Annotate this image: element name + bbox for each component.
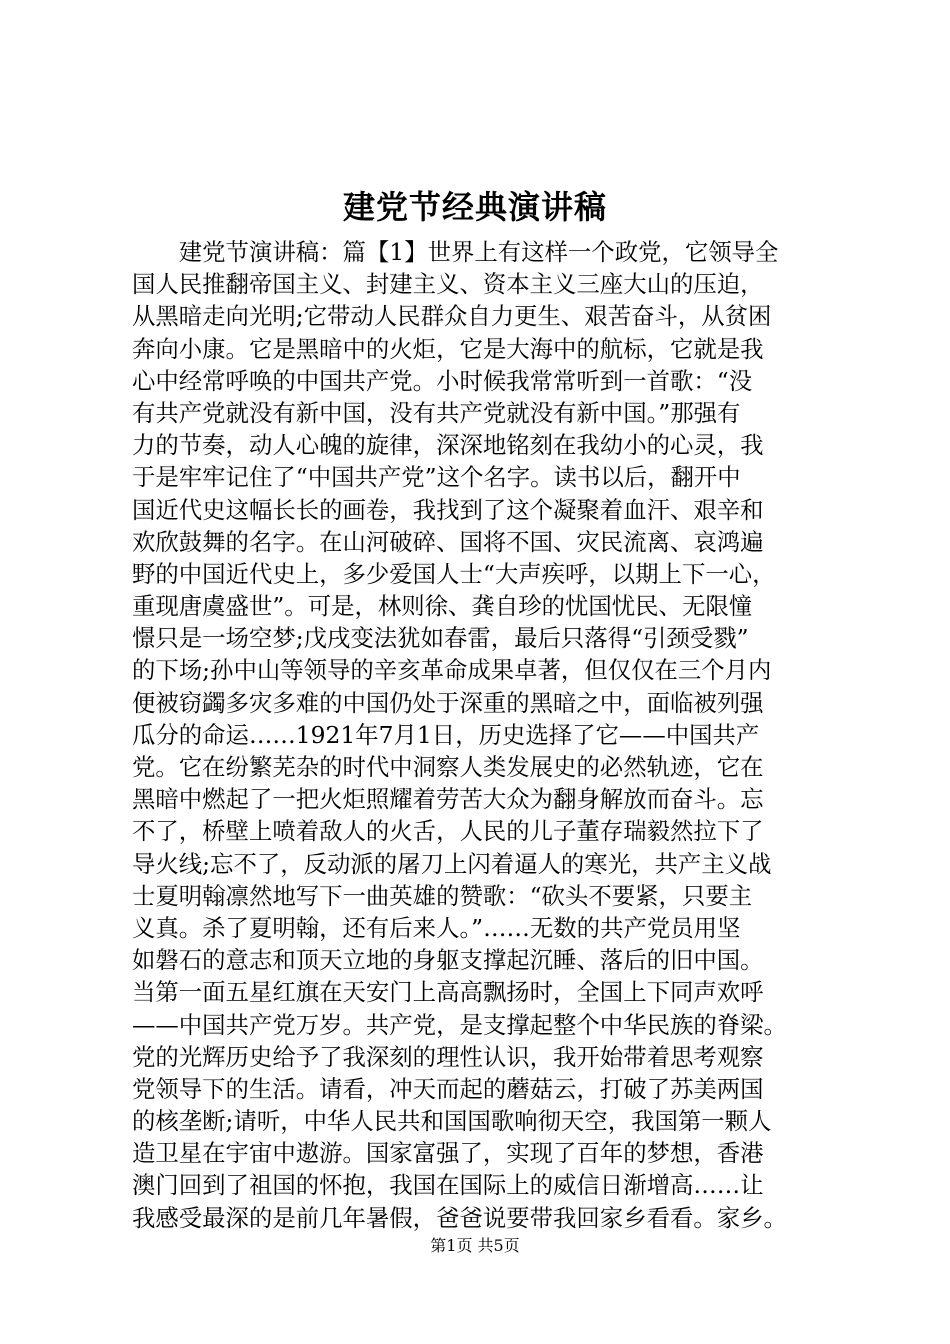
- body-line: 便被窃蠲多灾多难的中国仍处于深重的黑暗之中，面临被列强: [132, 688, 764, 717]
- body-line: 澳门回到了祖国的怀抱，我国在国际上的威信日渐增高……让: [132, 1171, 764, 1200]
- body-line: 士夏明翰凛然地写下一曲英雄的赞歌：“砍头不要紧，只要主: [132, 881, 753, 910]
- body-line: 国人民推翻帝国主义、封建主义、资本主义三座大山的压迫，: [132, 270, 764, 299]
- body-line: 从黑暗走向光明;它带动人民群众自力更生、艰苦奋斗，从贫困: [132, 302, 772, 331]
- body-line: 党领导下的生活。请看，冲天而起的蘑菇云，打破了苏美两国: [132, 1074, 764, 1103]
- document-title: 建党节经典演讲稿: [342, 188, 607, 226]
- body-line: ——中国共产党万岁。共产党，是支撑起整个中华民族的脊梁。: [132, 1010, 787, 1039]
- body-line: 国近代史这幅长长的画卷，我找到了这个凝聚着血汗、艰辛和: [132, 495, 764, 524]
- body-line: 义真。杀了夏明翰，还有后来人。”……无数的共产党员用坚: [132, 913, 741, 942]
- body-line: 党。它在纷繁芜杂的时代中洞察人类发展史的必然轨迹，它在: [132, 753, 764, 781]
- body-line: 黑暗中燃起了一把火炬照耀着劳苦大众为翻身解放而奋斗。忘: [132, 785, 764, 814]
- body-line: 欢欣鼓舞的名字。在山河破碎、国将不国、灾民流离、哀鸿遍: [132, 527, 764, 556]
- body-line: 如磐石的意志和顶天立地的身躯支撑起沉睡、落后的旧中国。: [132, 946, 764, 975]
- body-line: 力的节奏，动人心魄的旋律，深深地铭刻在我幼小的心灵，我: [132, 431, 764, 460]
- body-line: 建党节演讲稿：篇【1】世界上有这样一个政党，它领导全: [132, 238, 779, 266]
- body-line: 憬只是一场空梦;戊戌变法犹如春雷，最后只落得“引颈受戮”: [132, 624, 749, 653]
- body-line: 心中经常呼唤的中国共产党。小时候我常常听到一首歌：“没: [132, 366, 753, 395]
- body-line: 奔向小康。它是黑暗中的火炬，它是大海中的航标，它就是我: [132, 334, 764, 363]
- body-line: 重现唐虞盛世”。可是，林则徐、龚自珍的忧国忧民、无限憧: [132, 592, 753, 621]
- body-line: 野的中国近代史上，多少爱国人士“大声疾呼，以期上下一心，: [132, 559, 776, 588]
- document-body: [132, 236, 832, 1234]
- body-line: 我感受最深的是前几年暑假，爸爸说要带我回家乡看看。家乡。: [132, 1203, 787, 1232]
- body-line: 瓜分的命运……1921年7月1日，历史选择了它——中国共产: [132, 720, 760, 749]
- body-line: 的下场;孙中山等领导的辛亥革命成果卓著，但仅仅在三个月内: [132, 656, 772, 685]
- page-footer: 第1页 共5页: [430, 1236, 520, 1255]
- body-line: 导火线;忘不了，反动派的屠刀上闪着逼人的寒光，共产主义战: [132, 849, 772, 878]
- body-line: 的核垄断;请听，中华人民共和国国歌响彻天空，我国第一颗人: [132, 1107, 772, 1136]
- body-line: 造卫星在宇宙中遨游。国家富强了，实现了百年的梦想，香港: [132, 1139, 764, 1168]
- body-line: 党的光辉历史给予了我深刻的理性认识，我开始带着思考观察: [132, 1042, 764, 1071]
- body-line: 有共产党就没有新中国，没有共产党就没有新中国。”那强有: [132, 398, 741, 427]
- body-line: 不了，桥壁上喷着敌人的火舌，人民的儿子董存瑞毅然拉下了: [132, 817, 764, 846]
- body-line: 于是牢牢记住了“中国共产党”这个名字。读书以后，翻开中: [132, 463, 741, 492]
- body-line: 当第一面五星红旗在天安门上高高飘扬时，全国上下同声欢呼: [132, 978, 764, 1007]
